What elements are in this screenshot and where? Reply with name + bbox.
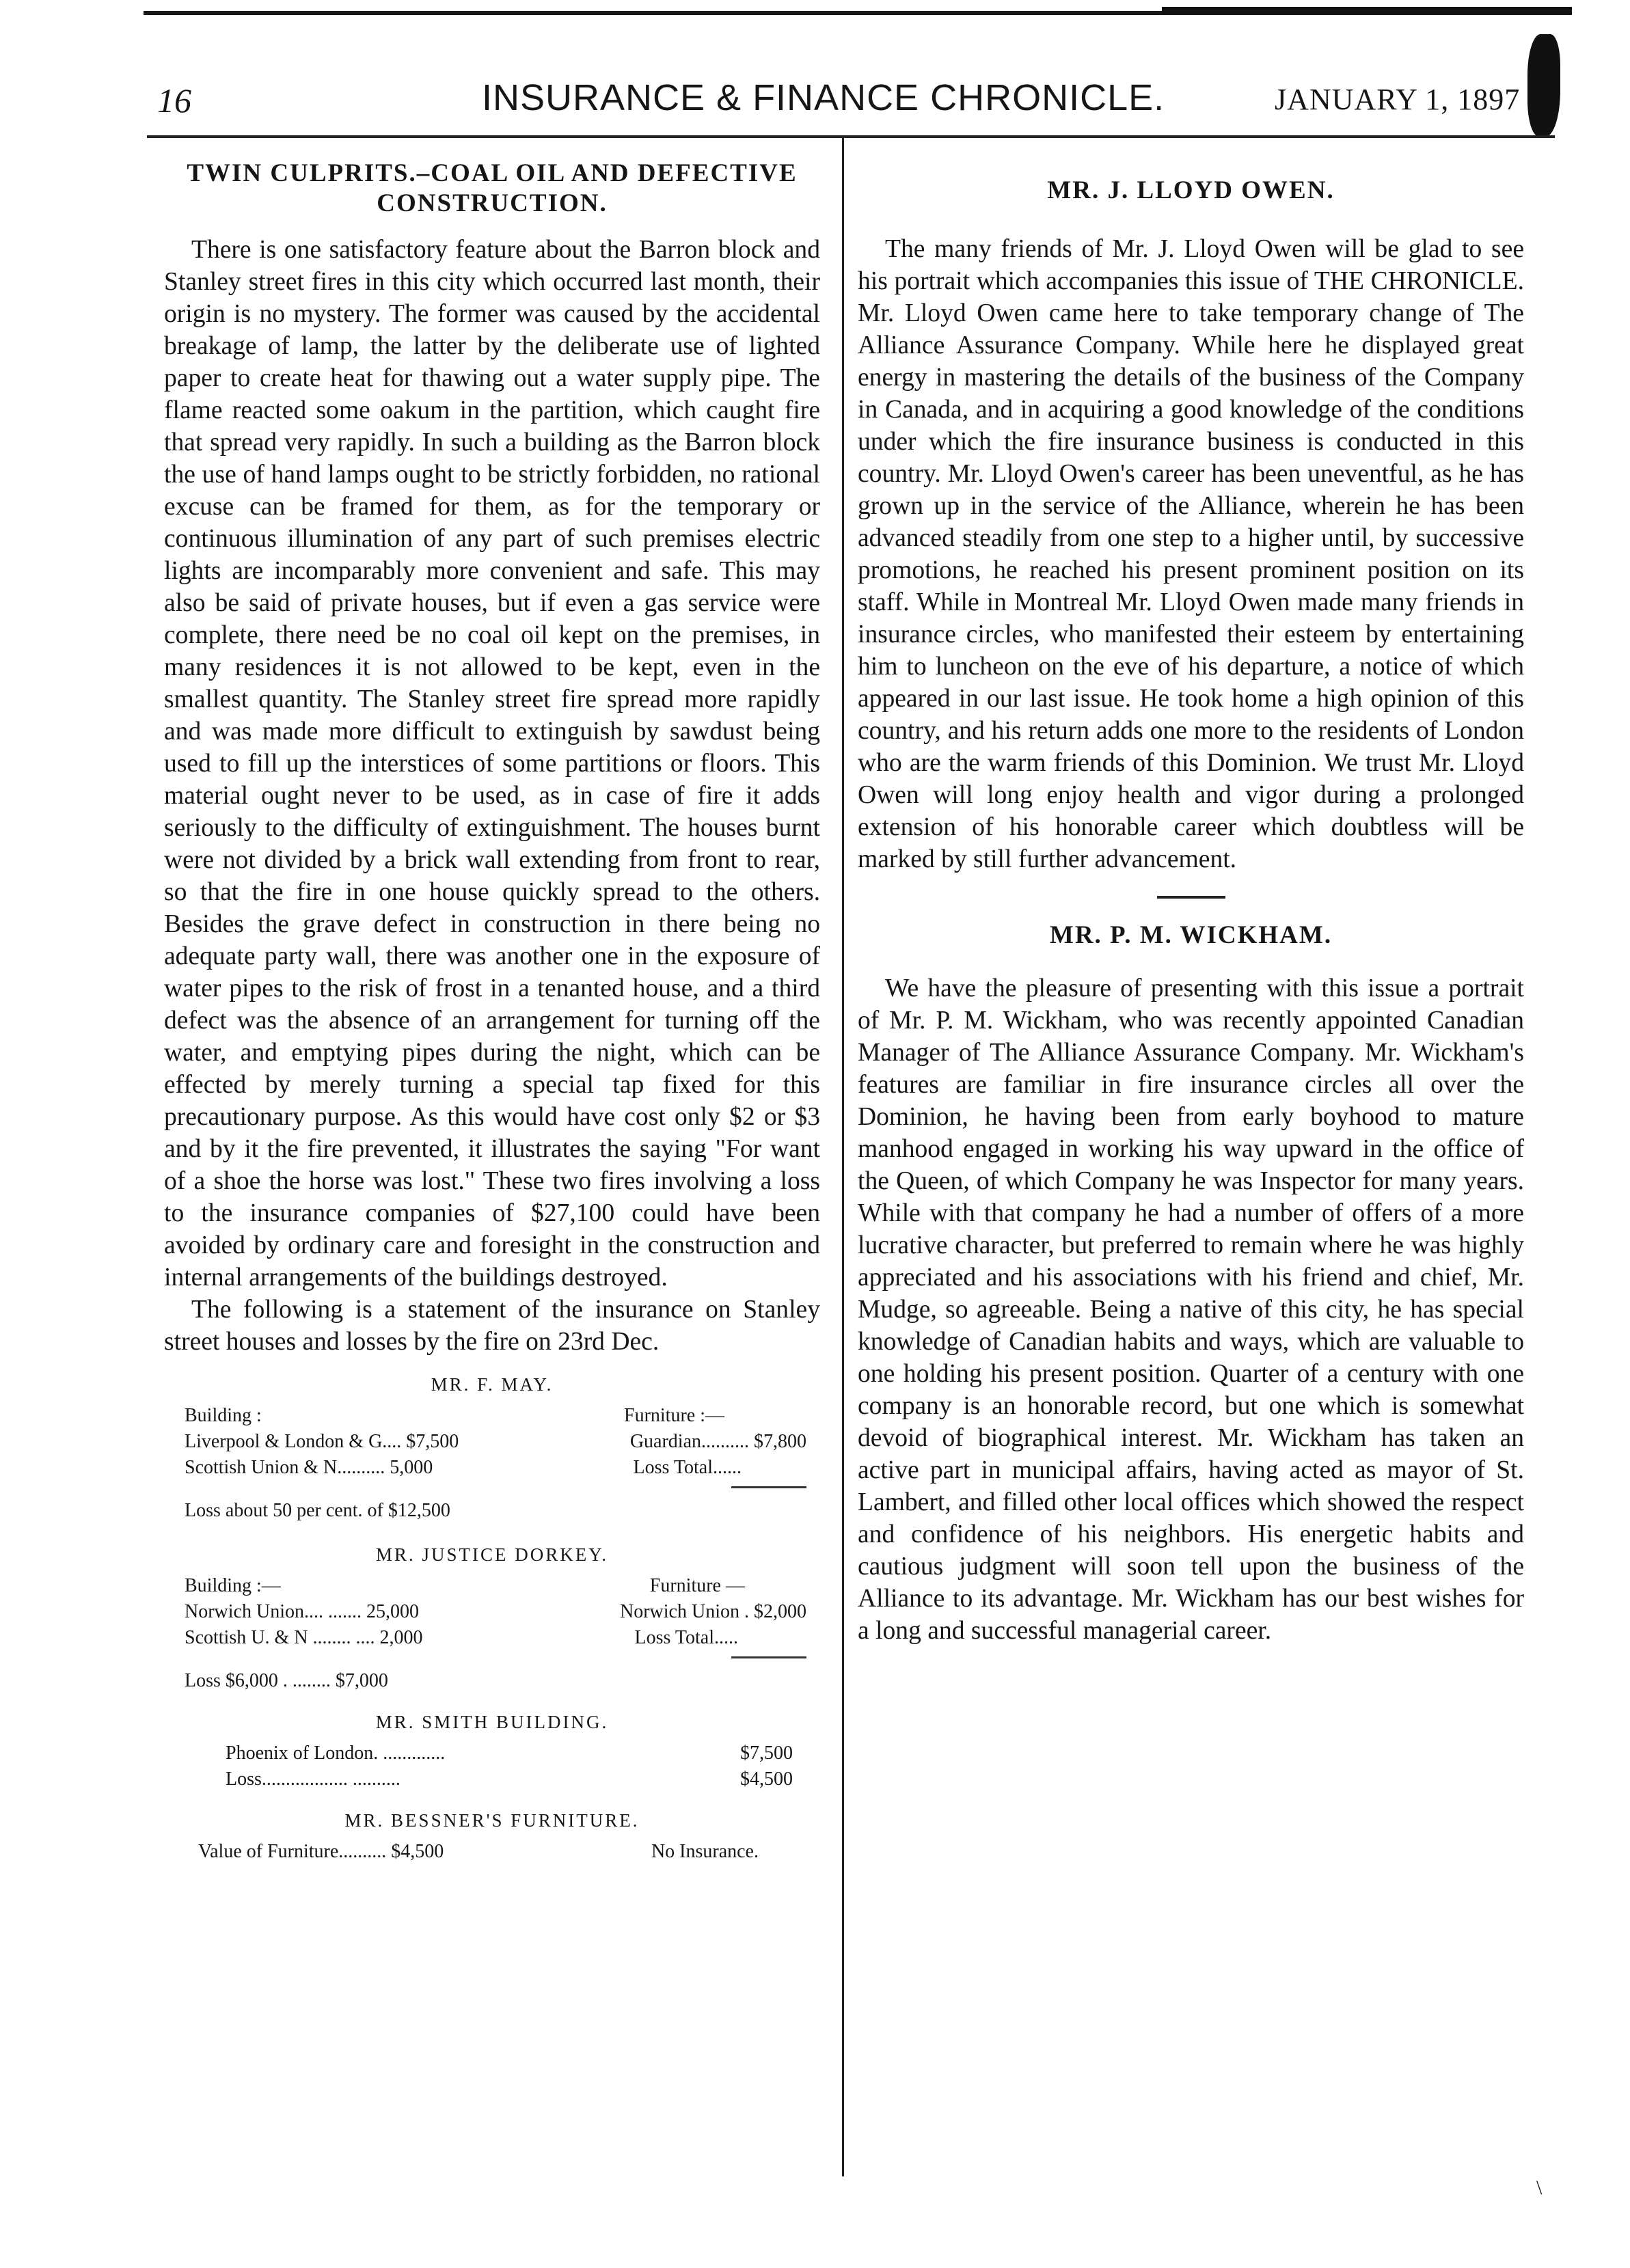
statement-cell: Scottish U. & N ........ .... 2,000	[185, 1627, 423, 1648]
right-column	[858, 159, 1524, 1647]
article-paragraph: We have the pleasure of presenting with this issue a portrait of Mr. P. M. Wickham, who was recently appointed Canadian Manager of The Alliance Assurance Company. Mr. Wickham's features are familiar in fire insurance circles all over the Dominion, he having been from early boyhood to mature manhood engaged in working his way upward in the office of the Queen, of which Company he was Inspector for many years. While with that company he had a number of offers of a more lucrative character, but preferred to remain where he was highly appreciated and his associations with his friend and chief, Mr. Mudge, so agreeable. Being a native of this city, he has special knowledge of Canadian habits and ways, which are valuable to one holding his present position. Quarter of a century with one company is an honorable record, but one which is somewhat devoid of biographical interest. Mr. Wickham has taken an active part in municipal affairs, having acted as mayor of St. Lambert, and filled other local offices which showed the respect and confidence of his neighbors. His energetic habits and cautious judgment will soon tell upon the business of the Alliance to its advantage. Mr. Wickham has our best wishes for a long and successful managerial career.	[858, 974, 1524, 1645]
statement-row	[164, 1403, 820, 1429]
statement-row	[164, 1625, 820, 1651]
statement-cell: Scottish Union & N.......... 5,000	[185, 1457, 433, 1478]
statement-cell: Norwich Union.... ....... 25,000	[185, 1601, 419, 1622]
statement-cell: Loss.................. ..........	[226, 1768, 400, 1790]
statement-label: Furniture —	[649, 1575, 745, 1596]
statement-label: Building :—	[185, 1575, 281, 1596]
issue-date: JANUARY 1, 1897	[1275, 83, 1521, 116]
article-paragraph: There is one satisfactory feature about the Barron block and Stanley street fires in this city which occurred last month, their origin is no mystery. The former was caused by the accidental breakage of lamp, the latter by the deliberate use of lighted paper to create heat for thawing out a water supply pipe. The flame reacted some oakum in the partition, which caught fire that spread very rapidly. In such a building as the Barron block the use of hand lamps ought to be strictly forbidden, no rational excuse can be framed for them, as for the temporary or continuous illumination of any part of such premises electric lights are incomparably more convenient and safe. This may also be said of private houses, but if even a gas service were complete, there need be no coal oil kept on the premises, in many residences it is not allowed to be kept, even in the smallest quantity. The Stanley street fire spread more rapidly and was made more difficult to extinguish by sawdust being used to fill up the interstices of some partitions or floors. This material ought never to be used, as in case of fire it adds seriously to the difficulty of extinguishment. The houses burnt were not divided by a brick wall extending from front to rear, so that the fire in one house quickly spread to the others. Besides the grave defect in construction in there being no adequate party wall, there was another one in the exposure of water pipes to the risk of frost in a tenanted house, and a third defect was the absence of an arrangement for turning off the water, and emptying pipes during the night, which can be effected by merely turning a special tap fixed for this precautionary purpose. As this would have cost only $2 or $3 and by it the fire prevented, it illustrates the saying "For want of a shoe the horse was lost." These two fires involving a loss to the insurance companies of $27,100 could have been avoided by ordinary care and foresight in the construction and internal arrangements of the buildings destroyed.	[164, 236, 820, 1292]
statement-rule	[731, 1656, 806, 1658]
statement-loss: Loss $6,000 . ........ $7,000	[185, 1670, 388, 1691]
column-divider	[842, 137, 844, 2176]
statement-cell: Phoenix of London. .............	[226, 1743, 446, 1764]
statement-row	[164, 1839, 820, 1865]
statement-label: Furniture :—	[624, 1405, 724, 1426]
statement-cell: Liverpool & London & G.... $7,500	[185, 1431, 459, 1452]
statement-heading: MR. JUSTICE DORKEY.	[375, 1544, 609, 1565]
statement-row	[164, 1766, 820, 1792]
statement-cell: $4,500	[740, 1768, 793, 1790]
statement-row	[164, 1429, 820, 1455]
statement-cell: Guardian.......... $7,800	[629, 1431, 806, 1452]
left-column	[164, 159, 820, 1865]
statement-label: Building :	[185, 1405, 262, 1426]
page-header	[157, 75, 1538, 130]
article-headline-lloyd-owen: MR. J. LLOYD OWEN.	[1047, 176, 1335, 204]
statement-rule	[731, 1486, 806, 1488]
statement-row	[164, 1573, 820, 1599]
page-number: 16	[157, 81, 191, 120]
header-rule	[147, 135, 1555, 138]
statement-heading: MR. BESSNER'S FURNITURE.	[344, 1810, 640, 1831]
statement-loss: Loss about 50 per cent. of $12,500	[185, 1500, 450, 1521]
article-headline-wickham: MR. P. M. WICKHAM.	[1049, 921, 1333, 949]
statement-row	[164, 1599, 820, 1625]
article-paragraph: The following is a statement of the insurance on Stanley street houses and losses by the fire on 23rd Dec.	[164, 1296, 820, 1356]
statement-cell: Loss Total.....	[634, 1627, 738, 1648]
top-border-rule-heavy	[1162, 7, 1572, 14]
statement-cell: Loss Total......	[633, 1457, 742, 1478]
article-headline-twin-culprits: TWIN CULPRITS.–COAL OIL AND DEFECTIVE CONSTRUCTION.	[187, 159, 798, 217]
statement-cell: $7,500	[740, 1743, 793, 1764]
statement-cell: Norwich Union . $2,000	[620, 1601, 806, 1622]
statement-row	[164, 1455, 820, 1481]
insurance-statement	[164, 1371, 820, 1865]
footer-mark: \	[1536, 2176, 1543, 2199]
statement-row	[164, 1740, 820, 1766]
article-paragraph: The many friends of Mr. J. Lloyd Owen will be glad to see his portrait which accompanies this issue of THE CHRONICLE. Mr. Lloyd Owen came here to take temporary change of The Alliance Assurance Company. While here he displayed great energy in mastering the details of the business of the Company in Canada, and in acquiring a good knowledge of the conditions under which the fire insurance business is conducted in this country. Mr. Lloyd Owen's career has been uneventful, as he has grown up in the service of the Alliance, wherein he has been advanced steadily from one step to a higher until, by successive promotions, he reached his present prominent position on its staff. While in Montreal Mr. Lloyd Owen made many friends in insurance circles, who manifested their esteem by entertaining him to luncheon on the eve of his departure, a notice of which appeared in our last issue. He took home a high opinion of this country, and his return adds one more to the residents of London who are the warm friends of this Dominion. We trust Mr. Lloyd Owen will long enjoy health and vigor during a prolonged extension of his honorable career which doubtless will be marked by still further advancement.	[858, 235, 1524, 873]
statement-heading: MR. F. MAY.	[431, 1374, 554, 1395]
statement-heading: MR. SMITH BUILDING.	[375, 1712, 609, 1732]
section-rule	[1157, 896, 1225, 899]
statement-cell: No Insurance.	[651, 1841, 759, 1862]
statement-cell: Value of Furniture.......... $4,500	[198, 1841, 444, 1862]
publication-title: INSURANCE & FINANCE CHRONICLE.	[482, 77, 1165, 118]
